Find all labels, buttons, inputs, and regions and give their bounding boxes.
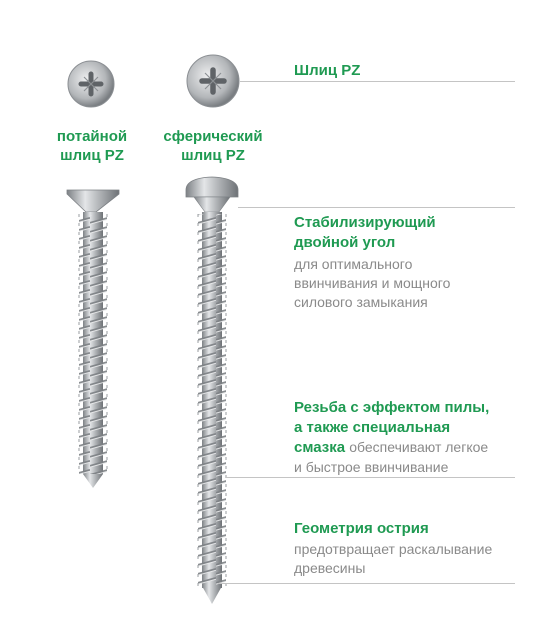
countersunk-label bbox=[40, 127, 144, 165]
feature-tip-title: Геометрия острия bbox=[294, 520, 429, 537]
countersunk-screw bbox=[67, 190, 119, 488]
feature-thread-line3 bbox=[294, 438, 534, 458]
feature-thread-desc-line2: и быстрое ввинчивание bbox=[294, 459, 449, 475]
feature-double-angle bbox=[294, 213, 534, 312]
feature-angle-title-line1: Стабилизирующий bbox=[294, 214, 436, 231]
countersunk-head-top-view bbox=[68, 61, 114, 107]
feature-angle-title-line2: двойной угол bbox=[294, 234, 396, 251]
feature-saw-thread bbox=[294, 398, 534, 477]
spherical-head-top-view bbox=[187, 55, 239, 107]
leader-line-tip bbox=[218, 583, 515, 584]
feature-thread-title-line1: Резьба с эффектом пилы, bbox=[294, 399, 490, 416]
feature-angle-desc-line2: ввинчивания и мощного bbox=[294, 275, 451, 291]
feature-angle-desc-line1: для оптимального bbox=[294, 256, 413, 272]
leader-line-thread bbox=[226, 477, 515, 478]
countersunk-label-line1: потайной bbox=[56, 128, 128, 145]
feature-slot-title: Шлиц PZ bbox=[294, 62, 361, 79]
feature-slot bbox=[294, 61, 534, 81]
feature-tip-geometry bbox=[294, 519, 534, 578]
feature-angle-desc-line3: силового замыкания bbox=[294, 294, 428, 310]
spherical-screw bbox=[186, 177, 238, 604]
feature-tip-desc-line1: предотвращает раскалывание bbox=[294, 541, 493, 557]
spherical-label bbox=[150, 127, 276, 165]
leader-line-slot bbox=[240, 81, 515, 82]
feature-tip-desc-line2: древесины bbox=[294, 560, 366, 576]
feature-thread-desc-inline: обеспечивают легкое bbox=[349, 439, 489, 455]
leader-line-angle bbox=[238, 207, 515, 208]
feature-thread-title-line3: смазка bbox=[294, 439, 346, 456]
spherical-label-line1: сферический bbox=[163, 128, 263, 145]
countersunk-label-line2: шлиц PZ bbox=[60, 147, 124, 164]
spherical-label-line2: шлиц PZ bbox=[181, 147, 245, 164]
feature-thread-title-line2: а также специальная bbox=[294, 419, 451, 436]
